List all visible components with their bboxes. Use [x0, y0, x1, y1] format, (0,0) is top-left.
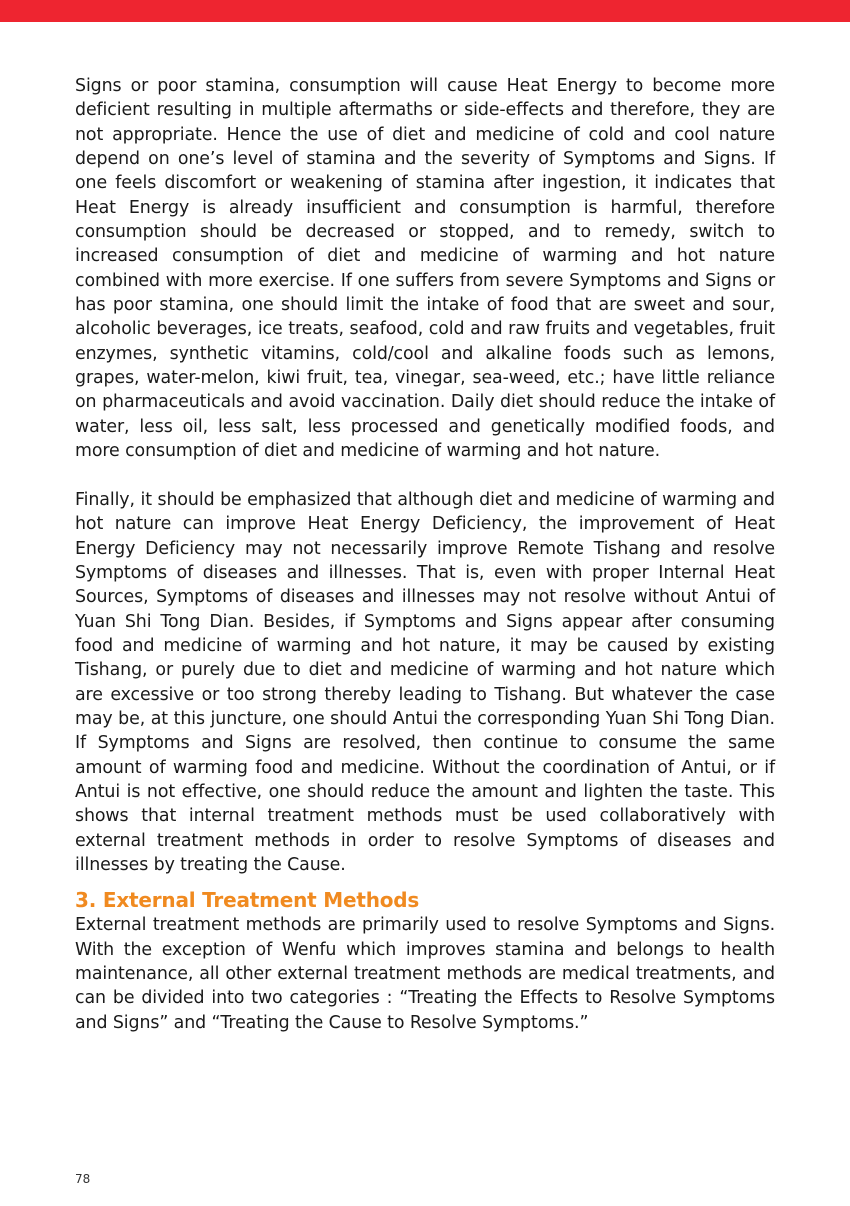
body-paragraph-2: Finally, it should be emphasized that although diet and medicine of warming and hot nature can improve Heat Energy Deficiency, the improvement of Heat Energy Deficiency may not necessarily improve Remote Tishang and resolve Symptoms of diseases and illnesses. That is, even with proper Internal Heat Sources, Symptoms of diseases and illnesses may not resolve without Antui of Yuan Shi Tong Dian. Besides, if Symptoms and Signs appear after consuming food and medicine of warming and hot nature, it may be caused by existing Tishang, or purely due to diet and medicine of warming and hot nature which are excessive or too strong thereby leading to Tishang. But whatever the case may be, at this juncture, one should Antui the corresponding Yuan Shi Tong Dian. If Symptoms and Signs are resolved, then continue to consume the same amount of warming food and medicine. Without the coordination of Antui, or if Antui is not effective, one should reduce the amount and lighten the taste. This shows that internal treatment methods must be used collaboratively with external treatment methods in order to resolve Symptoms of diseases and illnesses by treating the Cause. — [75, 489, 775, 875]
body-paragraph-1: Signs or poor stamina, consumption will cause Heat Energy to become more deficient resulting in multiple aftermaths or side-effects and therefore, they are not appropriate. Hence the use of diet and medicine of cold and cool nature depend on one’s level of stamina and the severity of Symptoms and Signs. If one feels discomfort or weakening of stamina after ingestion, it indicates that Heat Energy is already insufficient and consumption is harmful, therefore consumption should be decreased or stopped, and to remedy, switch to increased consumption of diet and medicine of warming and hot nature combined with more exercise. If one suffers from severe Symptoms and Signs or has poor stamina, one should limit the intake of food that are sweet and sour, alcoholic beverages, ice treats, seafood, cold and raw fruits and vegetables, fruit enzymes, synthetic vitamins, cold/cool and alkaline foods such as lemons, grapes, water-melon, kiwi fruit, tea, vinegar, sea-weed, etc.; have little reliance on pharmaceuticals and avoid vaccination. Daily diet should reduce the intake of water, less oil, less salt, less processed and genetically modified foods, and more consumption of diet and medicine of warming and hot nature. — [75, 76, 775, 462]
body-paragraph-3: External treatment methods are primarily used to resolve Symptoms and Signs. With the exception of Wenfu which improves stamina and belongs to health maintenance, all other external treatment methods are medical treatments, and can be divided into two categories : “Treating the Effects to Resolve Symptoms and Signs” and “Treating the Cause to Resolve Symptoms.” — [75, 915, 775, 1033]
page-number: 78 — [75, 1172, 91, 1186]
page-content — [75, 74, 775, 1035]
section-heading: 3. External Treatment Methods — [75, 888, 420, 913]
top-accent-bar — [0, 0, 850, 22]
